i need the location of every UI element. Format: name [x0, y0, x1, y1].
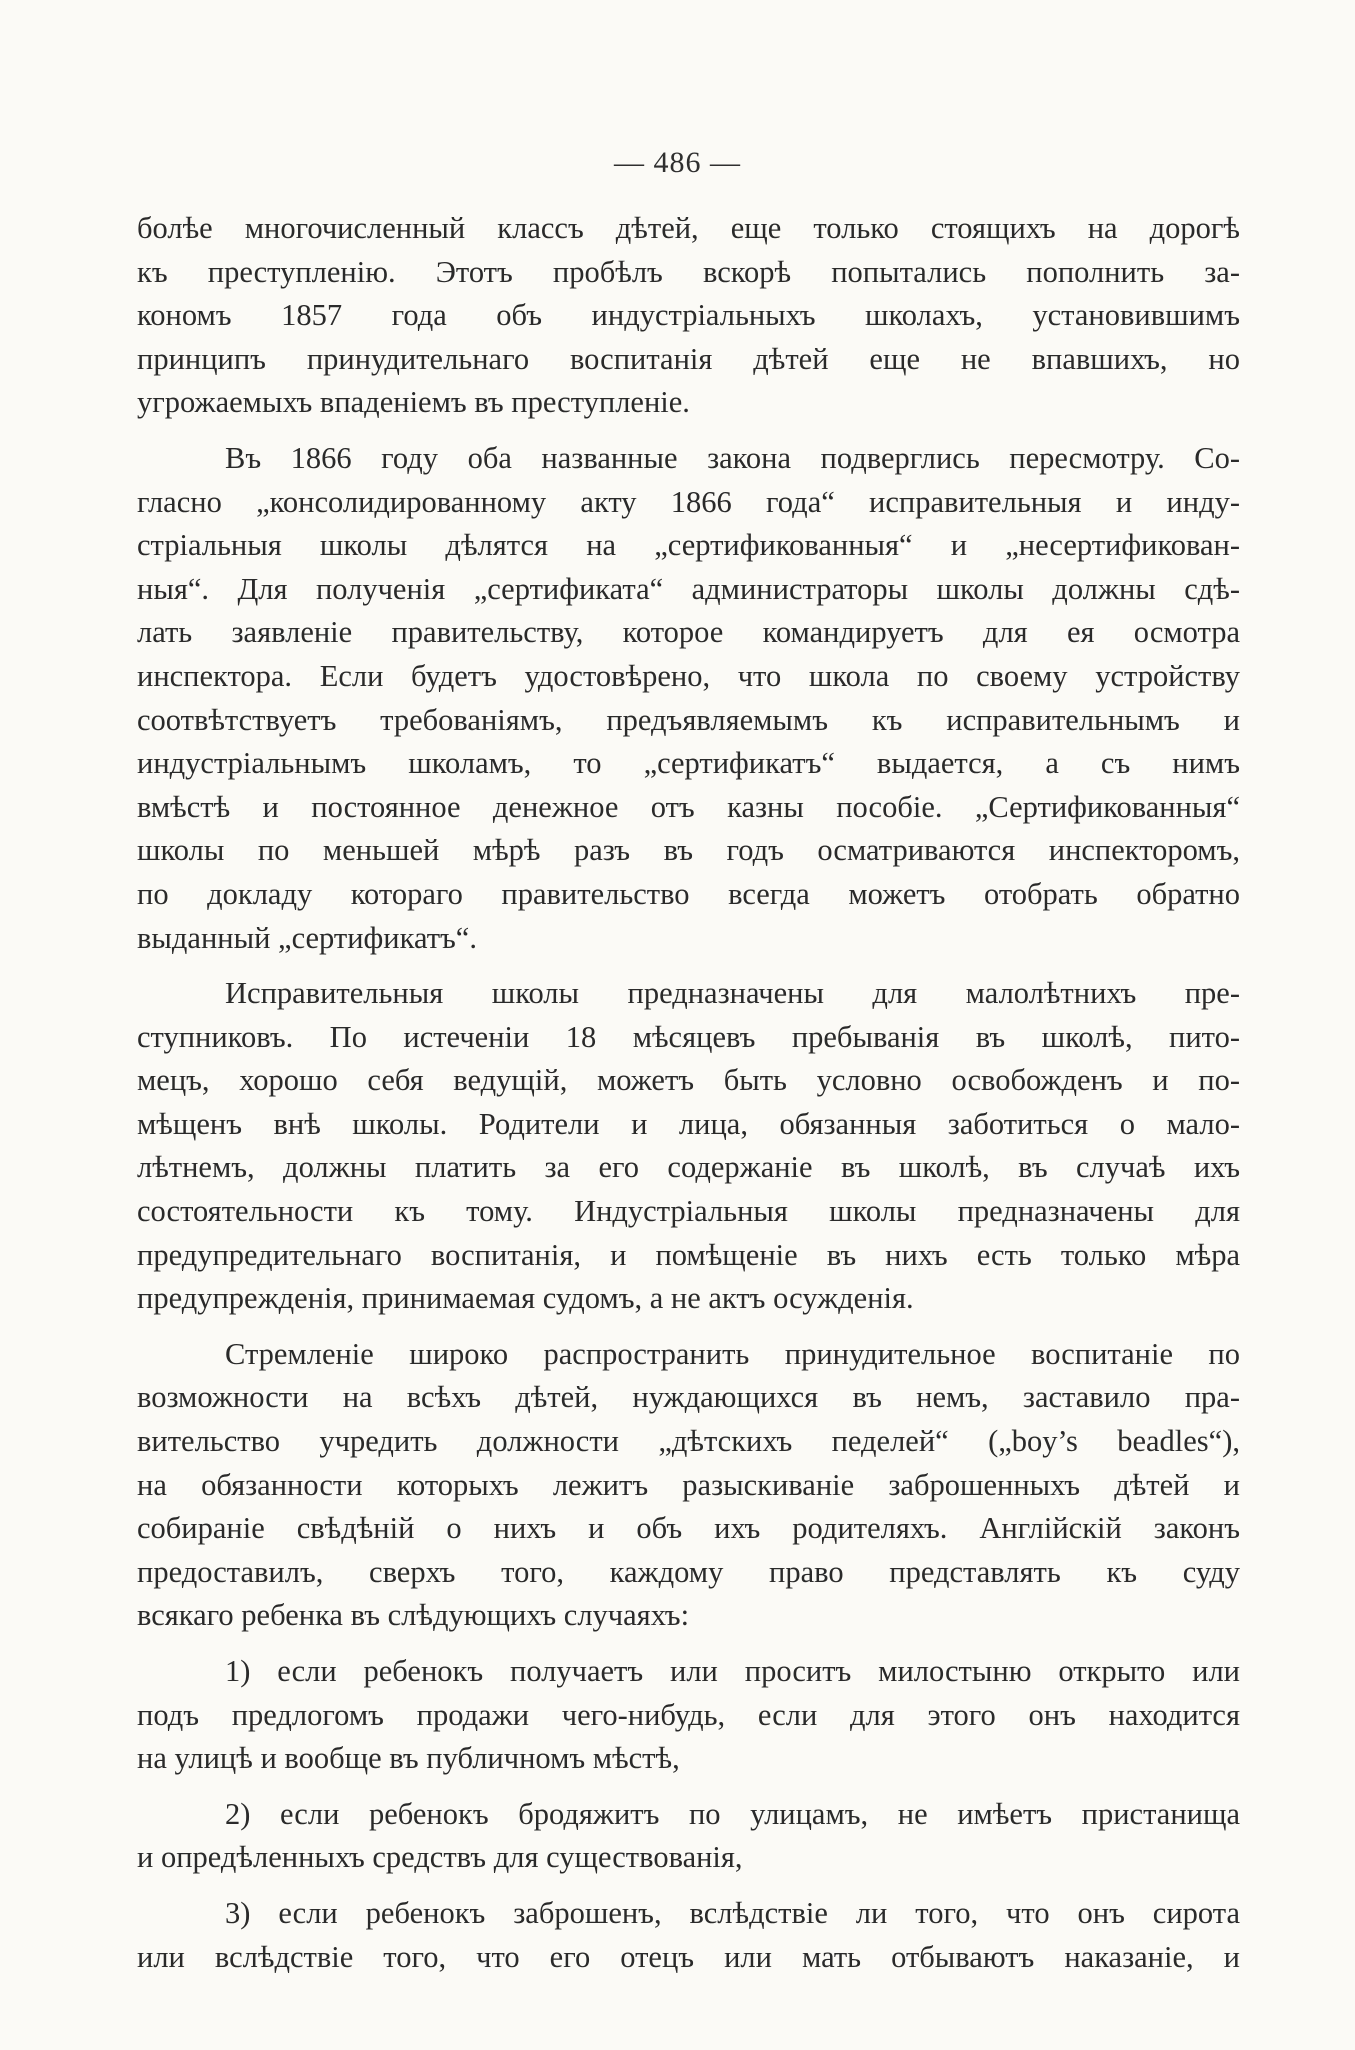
text-line: мецъ, хорошо себя ведущій, можетъ быть условно освобожденъ и по- — [137, 1063, 1240, 1098]
text-line: 3) если ребенокъ заброшенъ, вслѣдствіе ли того, что онъ сирота — [225, 1895, 1240, 1930]
paragraph — [137, 1333, 1240, 1638]
text-line: вительство учредить должности „дѣтскихъ педелей“ („boy’s beadles“), — [137, 1424, 1240, 1459]
paragraph — [137, 972, 1240, 1321]
text-line: принципъ принудительнаго воспитанія дѣтей еще не впавшихъ, но — [137, 341, 1240, 376]
text-line: къ преступленію. Этотъ пробѣлъ вскорѣ попытались пополнить за- — [137, 254, 1240, 289]
text-line: индустріальнымъ школамъ, то „сертификатъ“ выдается, а съ нимъ — [137, 746, 1240, 781]
text-line: Въ 1866 году оба названные закона подверглись пересмотру. Со- — [225, 440, 1240, 475]
text-line: предоставилъ, сверхъ того, каждому право представлять къ суду — [137, 1554, 1240, 1589]
text-line: или вслѣдствіе того, что его отецъ или мать отбываютъ наказаніе, и — [137, 1939, 1240, 1974]
body-text — [137, 207, 1240, 1991]
text-line: состоятельности къ тому. Индустріальныя школы предназначены для — [137, 1194, 1240, 1229]
text-line: возможности на всѣхъ дѣтей, нуждающихся въ немъ, заставило пра- — [137, 1380, 1240, 1415]
page-number: — 486 — — [614, 146, 741, 179]
text-line: угрожаемыхъ впаденіемъ въ преступленіе. — [137, 385, 690, 420]
text-line: и опредѣленныхъ средствъ для существованія, — [137, 1840, 743, 1875]
text-line: стріальныя школы дѣлятся на „сертификованныя“ и „несертификован- — [137, 528, 1240, 563]
text-line: мѣщенъ внѣ школы. Родители и лица, обязанныя заботиться о мало- — [137, 1106, 1240, 1141]
list-item — [137, 1793, 1240, 1880]
text-line: предупрежденія, принимаемая судомъ, а не актъ осужденія. — [137, 1281, 914, 1316]
paragraph — [137, 207, 1240, 425]
text-line: 1) если ребенокъ получаетъ или проситъ милостыню открыто или — [225, 1654, 1240, 1688]
text-line: собираніе свѣдѣній о нихъ и объ ихъ родителяхъ. Англійскій законъ — [137, 1511, 1240, 1546]
text-line: на улицѣ и вообще въ публичномъ мѣстѣ, — [137, 1741, 680, 1776]
text-line: ныя“. Для полученія „сертификата“ администраторы школы должны сдѣ- — [137, 571, 1240, 606]
text-line: предупредительнаго воспитанія, и помѣщеніе въ нихъ есть только мѣра — [137, 1237, 1240, 1272]
text-line: лать заявленіе правительству, которое командируетъ для ея осмотра — [137, 615, 1240, 650]
text-line: школы по меньшей мѣрѣ разъ въ годъ осматриваются инспекторомъ, — [137, 833, 1240, 868]
text-line: вмѣстѣ и постоянное денежное отъ казны пособіе. „Сертификованныя“ — [137, 789, 1240, 824]
paragraph — [137, 437, 1240, 960]
text-line: выданный „сертификатъ“. — [137, 920, 477, 955]
text-line: 2) если ребенокъ бродяжитъ по улицамъ, не имѣетъ пристанища — [225, 1796, 1240, 1831]
text-line: Исправительныя школы предназначены для малолѣтнихъ пре- — [225, 976, 1240, 1011]
text-line: на обязанности которыхъ лежитъ разыскиваніе заброшенныхъ дѣтей и — [137, 1467, 1240, 1502]
text-line: болѣе многочисленный классъ дѣтей, еще только стоящихъ на дорогѣ — [137, 211, 1240, 245]
text-line: подъ предлогомъ продажи чего-нибудь, если для этого онъ находится — [137, 1697, 1240, 1732]
text-line: лѣтнемъ, должны платить за его содержаніе въ школѣ, въ случаѣ ихъ — [137, 1150, 1240, 1185]
text-line: соотвѣтствуетъ требованіямъ, предъявляемымъ къ исправительнымъ и — [137, 702, 1240, 737]
text-line: Стремленіе широко распространить принудительное воспитаніе по — [225, 1336, 1240, 1371]
text-line: гласно „консолидированному акту 1866 года“ исправительныя и инду- — [137, 484, 1240, 519]
list-item — [137, 1892, 1240, 1979]
text-line: ступниковъ. По истеченіи 18 мѣсяцевъ пребыванія въ школѣ, пито- — [137, 1019, 1240, 1054]
text-line: кономъ 1857 года объ индустріальныхъ школахъ, установившимъ — [137, 298, 1240, 333]
text-line: инспектора. Если будетъ удостовѣрено, что школа по своему устройству — [137, 658, 1240, 693]
text-line: всякаго ребенка въ слѣдующихъ случаяхъ: — [137, 1598, 690, 1633]
list-item — [137, 1650, 1240, 1781]
text-line: по докладу котораго правительство всегда можетъ отобрать обратно — [137, 876, 1240, 911]
